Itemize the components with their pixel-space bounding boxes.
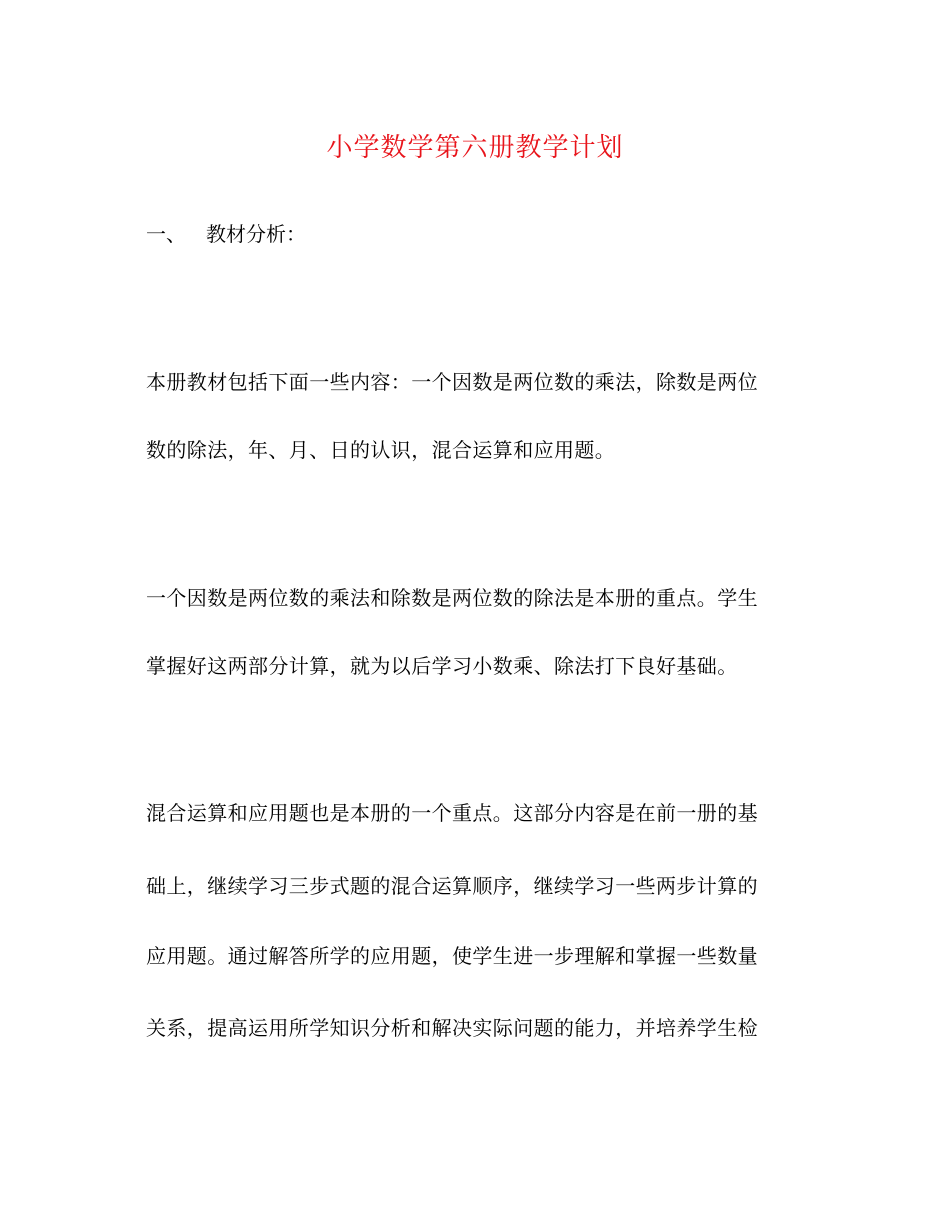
section-label: 教材分析： <box>206 222 306 246</box>
section-heading <box>146 218 306 250</box>
document-title: 小学数学第六册教学计划 <box>326 133 624 163</box>
paragraph-line: 应用题。通过解答所学的应用题，使学生进一步理解和掌握一些数量 <box>146 944 758 968</box>
paragraph-line: 关系，提高运用所学知识分析和解决实际问题的能力，并培养学生检 <box>146 1016 758 1040</box>
paragraph-line: 数的除法，年、月、日的认识，混合运算和应用题。 <box>146 438 616 462</box>
section-number: 一、 <box>146 222 186 246</box>
paragraph-line: 础上，继续学习三步式题的混合运算顺序，继续学习一些两步计算的 <box>146 874 758 898</box>
paragraph-line: 本册教材包括下面一些内容：一个因数是两位数的乘法，除数是两位 <box>146 370 758 394</box>
paragraph-line: 一个因数是两位数的乘法和除数是两位数的除法是本册的重点。学生 <box>146 586 758 610</box>
paragraph-line: 掌握好这两部分计算，就为以后学习小数乘、除法打下良好基础。 <box>146 654 738 678</box>
paragraph-line: 混合运算和应用题也是本册的一个重点。这部分内容是在前一册的基 <box>146 801 758 825</box>
